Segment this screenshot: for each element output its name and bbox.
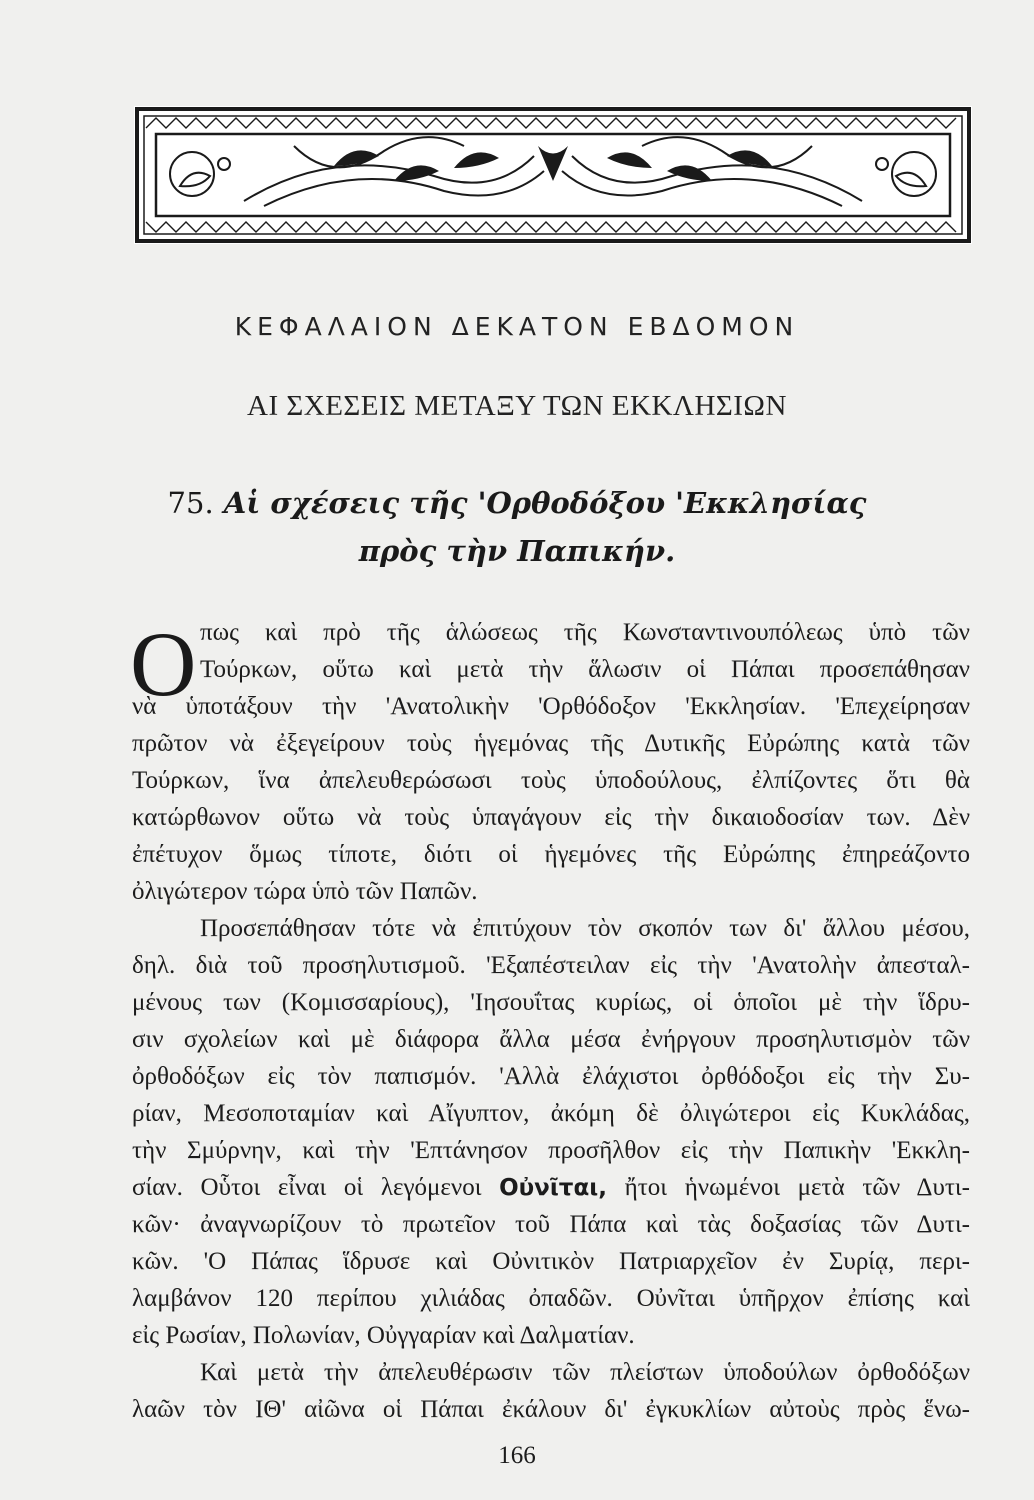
ornamental-headpiece <box>134 106 972 244</box>
text-line: πως καὶ πρὸ τῆς ἁλώσεως τῆς Κωνσταντινουπόλεως ὑπὸ τῶν <box>200 619 970 646</box>
page-number: 166 <box>498 1442 536 1469</box>
chapter-label: ΚΕΦΑΛΑΙΟΝ ΔΕΚΑΤΟΝ ΕΒΔΟΜΟΝ <box>234 312 800 341</box>
text-line: εἰς Ρωσίαν, Πολωνίαν, Οὐγγαρίαν καὶ Δαλματίαν. <box>132 1322 635 1349</box>
text-fragment: ἤτοι ἡνωμένοι μετὰ τῶν Δυτι- <box>624 1174 970 1201</box>
text-line: τὴν Σμύρνην, καὶ τὴν 'Επτάνησον προσῆλθον εἰς τὴν Παπικὴν 'Εκκλη- <box>132 1137 970 1164</box>
text-line: νὰ ὑποτάξουν τὴν 'Ανατολικὴν 'Ορθόδοξον 'Εκκλησίαν. 'Επεχείρησαν <box>132 693 970 720</box>
text-line: κῶν· ἀναγνωρίζουν τὸ πρωτεῖον τοῦ Πάπα καὶ τὰς δοξασίας τῶν Δυτι- <box>132 1211 970 1238</box>
text-line: Τούρκων, οὕτω καὶ μετὰ τὴν ἅλωσιν οἱ Πάπαι προσεπάθησαν <box>200 656 970 683</box>
text-line: ὀρθοδόξων εἰς τὸν παπισμόν. 'Αλλὰ ἐλάχιστοι ὀρθόδοξοι εἰς τὴν Συ- <box>132 1063 970 1090</box>
text-line: δηλ. διὰ τοῦ προσηλυτισμοῦ. 'Εξαπέστειλαν εἰς τὴν 'Ανατολὴν ἀπεσταλ- <box>132 952 970 979</box>
text-line: ὀλιγώτερον τώρα ὑπὸ τῶν Παπῶν. <box>132 878 478 905</box>
section-title-part-1: Αἱ σχέσεις τῆς 'Ορθοδόξου 'Εκκλησίας <box>223 486 867 520</box>
text-line <box>132 1173 970 1203</box>
text-line: λαῶν τὸν ΙΘ' αἰῶνα οἱ Πάπαι ἐκάλουν δι' ἐγκυκλίων αὐτοὺς πρὸς ἕνω- <box>132 1396 970 1423</box>
section-number: 75. <box>167 486 214 520</box>
text-line: ρίαν, Μεσοποταμίαν καὶ Αἴγυπτον, ἀκόμη δὲ ὀλιγώτεροι εἰς Κυκλάδας, <box>132 1100 970 1127</box>
text-line: πρῶτον νὰ ἐξεγείρουν τοὺς ἡγεμόνας τῆς Δυτικῆς Εὐρώπης κατὰ τῶν <box>132 730 970 757</box>
text-line: Καὶ μετὰ τὴν ἀπελευθέρωσιν τῶν πλείστων ὑποδούλων ὀρθοδόξων <box>200 1359 970 1386</box>
text-line: Προσεπάθησαν τότε νὰ ἐπιτύχουν τὸν σκοπόν των δι' ἄλλου μέσου, <box>200 915 970 942</box>
text-fragment: σίαν. Οὗτοι εἶναι οἱ λεγόμενοι <box>132 1174 482 1201</box>
chapter-title: ΑΙ ΣΧΕΣΕΙΣ ΜΕΤΑΞΥ ΤΩΝ ΕΚΚΛΗΣΙΩΝ <box>247 390 787 422</box>
section-title-part-2: πρὸς τὴν Παπικήν. <box>358 534 676 568</box>
bold-term: Οὐνῖται, <box>499 1175 607 1201</box>
section-heading-line-1 <box>0 486 1034 520</box>
text-line: Τούρκων, ἵνα ἀπελευθερώσωσι τοὺς ὑποδούλους, ἐλπίζοντες ὅτι θὰ <box>132 767 970 794</box>
text-line: κατώρθωνον οὕτω νὰ τοὺς ὑπαγάγουν εἰς τὴν δικαιοδοσίαν των. Δὲν <box>132 804 970 831</box>
text-line: λαμβάνον 120 περίπου χιλιάδας ὀπαδῶν. Οὐνῖται ὑπῆρχον ἐπίσης καὶ <box>132 1285 970 1312</box>
text-line: μένους των (Κομισσαρίους), 'Ιησουΐτας κυρίως, οἱ ὁποῖοι μὲ τὴν ἵδρυ- <box>132 989 970 1016</box>
drop-cap: Ο <box>130 613 197 715</box>
text-line: σιν σχολείων καὶ μὲ διάφορα ἄλλα μέσα ἐνήργουν προσηλυτισμὸν τῶν <box>132 1026 970 1053</box>
text-line: ἐπέτυχον ὅμως τίποτε, διότι οἱ ἡγεμόνες τῆς Εὐρώπης ἐπηρεάζοντο <box>132 841 970 868</box>
text-line: κῶν. 'Ο Πάπας ἵδρυσε καὶ Οὐνιτικὸν Πατριαρχεῖον ἐν Συρίᾳ, περι- <box>132 1248 970 1275</box>
